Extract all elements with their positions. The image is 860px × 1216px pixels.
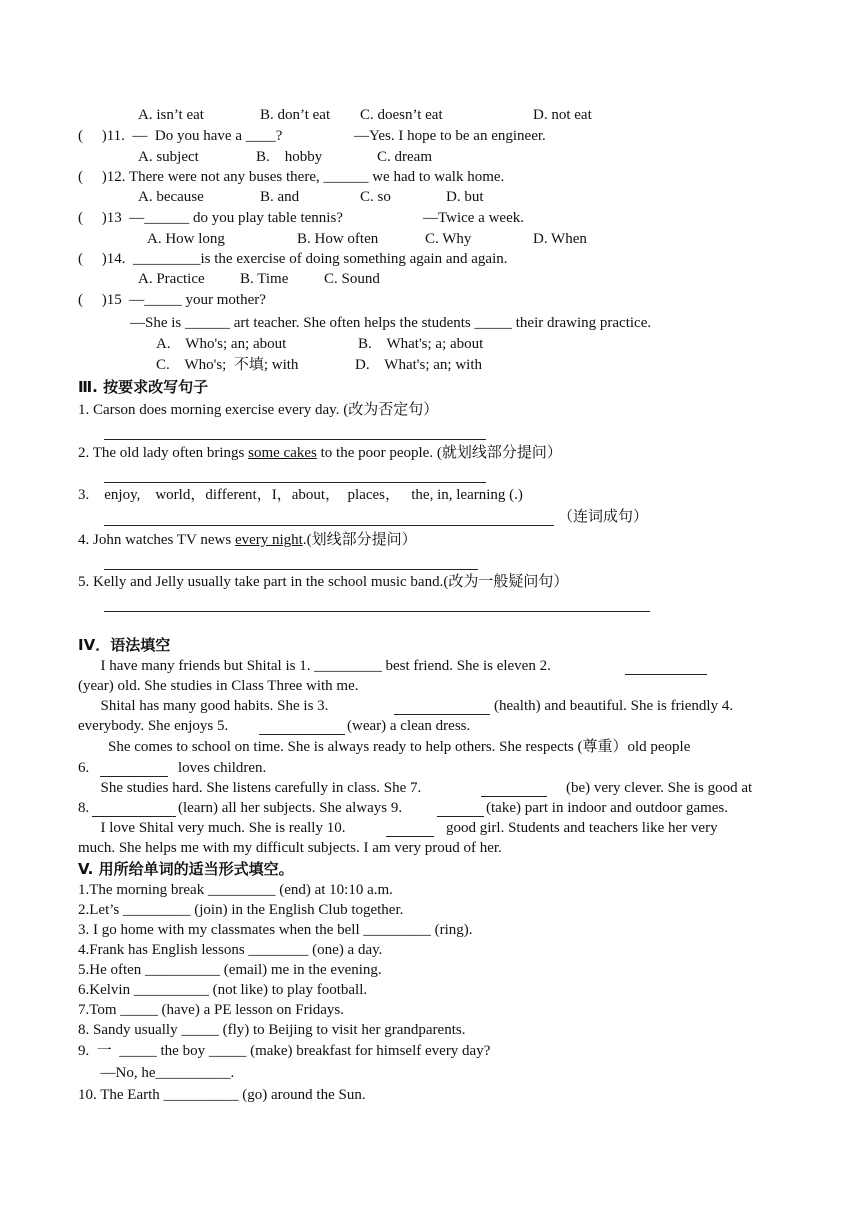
q10-option-b: B. don’t eat <box>260 107 331 123</box>
answer-line-4[interactable] <box>104 569 478 570</box>
cloze-line-4a: everybody. She enjoys 5. <box>78 718 229 734</box>
answer-line-2[interactable] <box>104 482 486 483</box>
q11-option-a: A. subject <box>138 149 199 165</box>
cloze-line-9b: good girl. Students and teachers like her very <box>446 820 718 836</box>
fill-item-9-reply: —No, he__________. <box>78 1065 235 1081</box>
cloze-line-6b: loves children. <box>178 760 267 776</box>
answer-line-3[interactable] <box>104 525 554 526</box>
q15-reply: —She is ______ art teacher. She often helps the students _____ their drawing practice. <box>130 315 652 331</box>
q11-option-b: B. hobby <box>256 149 323 165</box>
blank-6[interactable] <box>100 776 168 777</box>
q13-option-d: D. When <box>533 231 587 247</box>
cloze-line-4b: (wear) a clean dress. <box>347 718 471 734</box>
q15-option-a: A. Who's; an; about <box>156 336 287 352</box>
q15-option-b: B. What's; a; about <box>358 336 484 352</box>
fill-item-3: 3. I go home with my classmates when the bell _________ (ring). <box>78 922 473 938</box>
q15-option-d: D. What's; an; with <box>355 357 482 373</box>
cloze-line-5: She comes to school on time. She is always ready to help others. She respects (尊重）old people <box>78 739 691 755</box>
fill-item-7: 7.Tom _____ (have) a PE lesson on Fridays. <box>78 1002 345 1018</box>
blank-3[interactable] <box>394 714 490 715</box>
q10-option-a: A. isn’t eat <box>138 107 204 123</box>
section5-title: V. 用所给单词的适当形式填空。 <box>78 860 294 878</box>
rewrite-item-3-note: （连词成句） <box>558 509 649 525</box>
q14-option-c: C. Sound <box>324 271 380 287</box>
q14-stem: ( )14. _________is the exercise of doing something again and again. <box>78 251 508 267</box>
answer-line-5[interactable] <box>104 611 650 612</box>
rewrite-item-2: 2. The old lady often brings some cakes to the poor people. (就划线部分提问） <box>78 445 562 461</box>
rewrite-item-1: 1. Carson does morning exercise every day. (改为否定句） <box>78 402 439 418</box>
cloze-line-6a: 6. <box>78 760 90 776</box>
rewrite-item-4: 4. John watches TV news every night.(划线部分提问） <box>78 532 417 548</box>
q10-option-d: D. not eat <box>533 107 592 123</box>
blank-10[interactable] <box>386 836 434 837</box>
cloze-line-3b: (health) and beautiful. She is friendly 4. <box>494 698 734 714</box>
q13-reply: —Twice a week. <box>423 210 524 226</box>
cloze-line-1: I have many friends but Shital is 1. _________ best friend. She is eleven 2. <box>78 658 551 674</box>
section3-title: Ⅲ. 按要求改写句子 <box>78 378 209 396</box>
q11-reply: —Yes. I hope to be an engineer. <box>354 128 546 144</box>
fill-item-2: 2.Let’s _________ (join) in the English Club together. <box>78 902 404 918</box>
q12-option-a: A. because <box>138 189 204 205</box>
q13-stem: ( )13 —______ do you play table tennis? <box>78 210 343 226</box>
cloze-line-9a: I love Shital very much. She is really 10. <box>78 820 346 836</box>
cloze-line-7a: She studies hard. She listens carefully in class. She 7. <box>78 780 422 796</box>
q15-stem: ( )15 —_____ your mother? <box>78 292 266 308</box>
fill-item-5: 5.He often __________ (email) me in the evening. <box>78 962 382 978</box>
answer-line-1[interactable] <box>104 439 486 440</box>
q13-option-a: A. How long <box>147 231 225 247</box>
cloze-line-10: much. She helps me with my difficult subjects. I am very proud of her. <box>78 840 502 856</box>
cloze-line-7b: (be) very clever. She is good at <box>566 780 753 796</box>
q14-option-a: A. Practice <box>138 271 205 287</box>
rewrite-item-5: 5. Kelly and Jelly usually take part in the school music band.(改为一般疑问句） <box>78 574 569 590</box>
fill-item-1: 1.The morning break _________ (end) at 10:10 a.m. <box>78 882 393 898</box>
fill-item-9: 9. 一 _____ the boy _____ (make) breakfast for himself every day? <box>78 1043 491 1059</box>
blank-5[interactable] <box>259 734 345 735</box>
q15-option-c: C. Who's; 不填; with <box>156 357 299 373</box>
fill-item-10: 10. The Earth __________ (go) around the Sun. <box>78 1087 366 1103</box>
blank-7[interactable] <box>481 796 547 797</box>
q13-option-b: B. How often <box>297 231 379 247</box>
fill-item-6: 6.Kelvin __________ (not like) to play football. <box>78 982 368 998</box>
rewrite-item-3: 3. enjoy, world，different，I，about， places， the, in, learning (.) <box>78 487 523 503</box>
fill-item-8: 8. Sandy usually _____ (fly) to Beijing to visit her grandparents. <box>78 1022 466 1038</box>
fill-item-4: 4.Frank has English lessons ________ (one) a day. <box>78 942 383 958</box>
q14-option-b: B. Time <box>240 271 289 287</box>
underlined-phrase: every night <box>234 532 303 548</box>
blank-9[interactable] <box>437 816 484 817</box>
blank-8[interactable] <box>92 816 176 817</box>
q12-stem: ( )12. There were not any buses there, ______ we had to walk home. <box>78 169 505 185</box>
q11-stem: ( )11. — Do you have a ____? <box>78 128 283 144</box>
section4-title: IV．语法填空 <box>78 636 171 654</box>
q13-option-c: C. Why <box>425 231 472 247</box>
cloze-line-8c: (take) part in indoor and outdoor games. <box>486 800 729 816</box>
q12-option-c: C. so <box>360 189 391 205</box>
underlined-phrase: some cakes <box>248 445 317 461</box>
q12-option-b: B. and <box>260 189 300 205</box>
q12-option-d: D. but <box>446 189 484 205</box>
blank-2[interactable] <box>625 674 707 675</box>
cloze-line-8b: (learn) all her subjects. She always 9. <box>178 800 403 816</box>
cloze-line-8a: 8. <box>78 800 90 816</box>
q10-option-c: C. doesn’t eat <box>360 107 443 123</box>
cloze-line-3a: Shital has many good habits. She is 3. <box>78 698 329 714</box>
q11-option-c: C. dream <box>377 149 432 165</box>
cloze-line-2: (year) old. She studies in Class Three with me. <box>78 678 359 694</box>
